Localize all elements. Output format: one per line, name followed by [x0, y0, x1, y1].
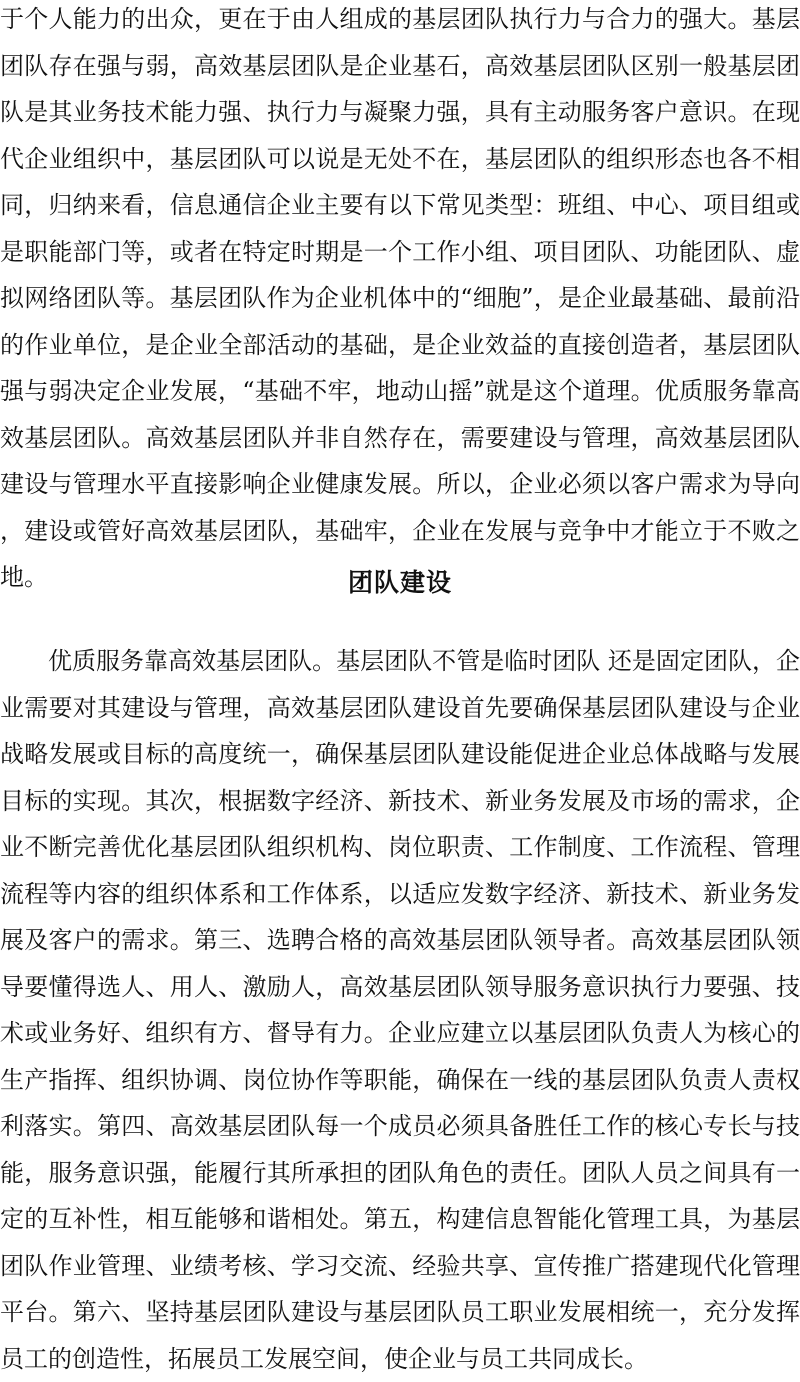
section-heading: 团队建设: [347, 568, 452, 597]
body-paragraph-team-building: 优质服务靠高效基层团队。基层团队不管是临时团队 还是固定团队，企业需要对其建设与管理，高效基层团队建设首先要确保基层团队建设与企业战略发展或目标的高度统一，确保基层团队建设能促进企业总体战略与发展目标的实现。其次，根据数字经济、新技术、新业务发展及市场的需求，企业不断完善优化基层团队组织机构、岗位职责、工作制度、工作流程、管理流程等内容的组织体系和工作体系，以适应发数字经济、新技术、新业务发展及客户的需求。第三、选聘合格的高效基层团队领导者。高效基层团队领导要懂得选人、用人、激励人，高效基层团队领导服务意识执行力要强、技术或业务好、组织有方、督导有力。企业应建立以基层团队负责人为核心的生产指挥、组织协调、岗位协作等职能，确保在一线的基层团队负责人责权利落实。第四、高效基层团队每一个成员必须具备胜任工作的核心专长与技能，服务意识强，能履行其所承担的团队角色的责任。团队人员之间具有一定的互补性，相互能够和谐相处。第五，构建信息智能化管理工具，为基层团队作业管理、业绩考核、学习交流、经验共享、宣传推广搭建现代化管理平台。第六、坚持基层团队建设与基层团队员工职业发展相统一，充分发挥员工的创造性，拓展员工发展空间，使企业与员工共同成长。: [0, 647, 800, 1373]
body-paragraph-intro: 于个人能力的出众，更在于由人组成的基层团队执行力与合力的强大。基层团队存在强与弱，高效基层团队是企业基石，高效基层团队区别一般基层团队是其业务技术能力强、执行力与凝聚力强，具有主动服务客户意识。在现代企业组织中，基层团队可以说是无处不在，基层团队的组织形态也各不相同，归纳来看，信息通信企业主要有以下常见类型：班组、中心、项目组或是职能部门等，或者在特定时期是一个工作小组、项目团队、功能团队、虚拟网络团队等。基层团队作为企业机体中的“细胞”，是企业最基础、最前沿的作业单位，是企业全部活动的基础，是企业效益的直接创造者，基层团队强与弱决定企业发展，“基础不牢，地动山摇”就是这个道理。优质服务靠高效基层团队。高效基层团队并非自然存在，需要建设与管理，高效基层团队建设与管理水平直接影响企业健康发展。所以，企业必须以客户需求为导向，建设或管好高效基层团队，基础牢，企业在发展与竞争中才能立于不败之地。: [0, 5, 800, 591]
